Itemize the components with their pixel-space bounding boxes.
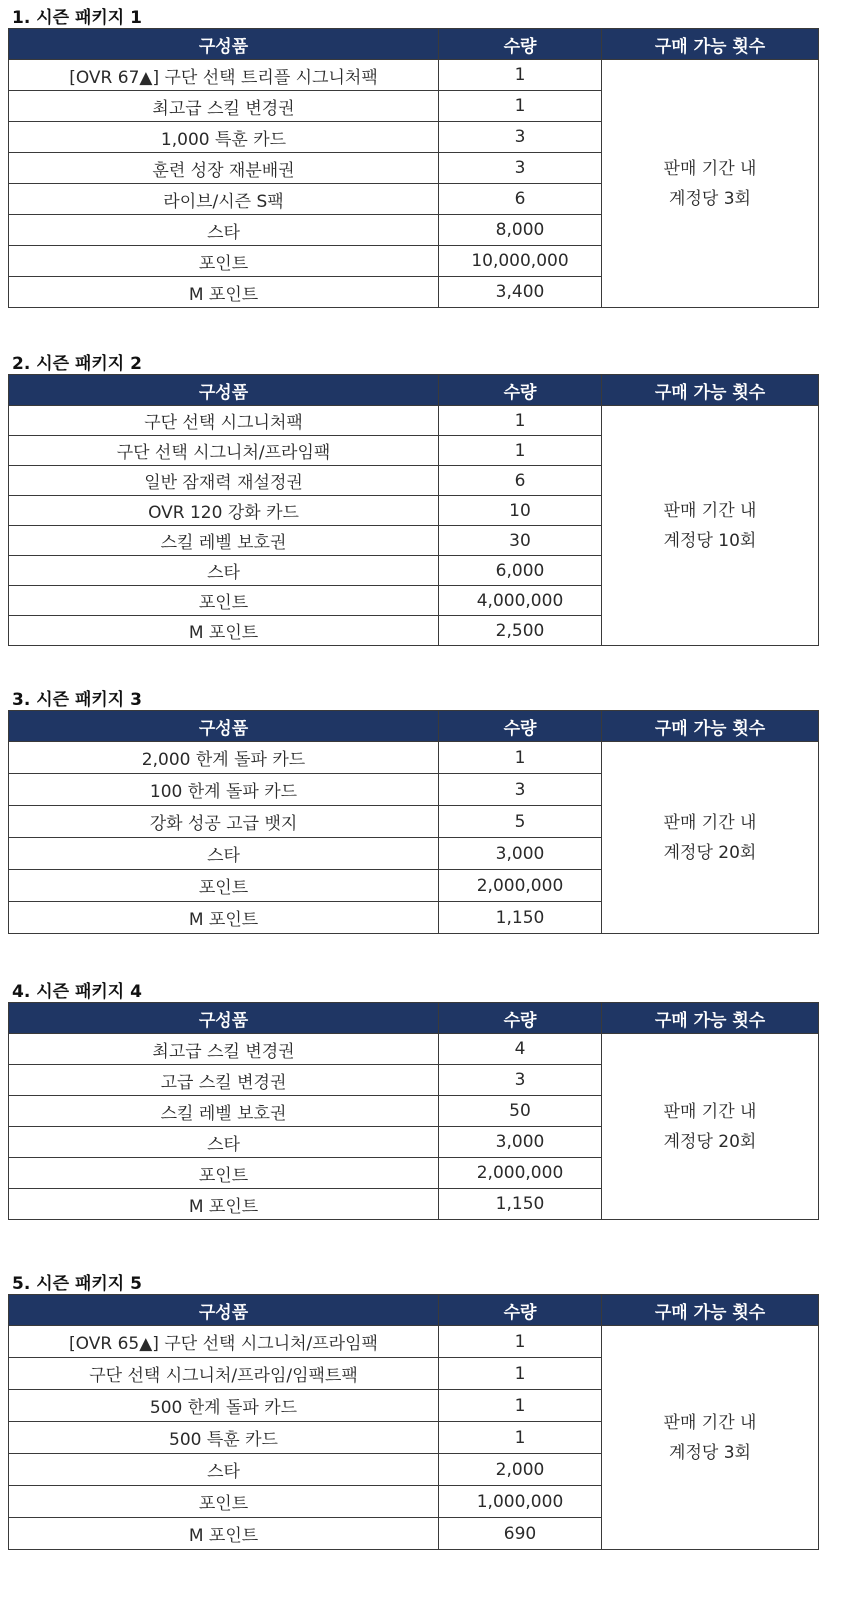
item-cell: 2,000 한계 돌파 카드 [9,742,439,774]
item-cell: 포인트 [9,246,439,277]
header-item: 구성품 [9,1003,439,1034]
package-title: 2. 시즌 패키지 2 [12,354,142,374]
qty-cell: 690 [439,1518,602,1550]
item-cell: 최고급 스킬 변경권 [9,1034,439,1065]
item-cell: [OVR 67▲] 구단 선택 트리플 시그니처팩 [9,60,439,91]
item-cell: 강화 성공 고급 뱃지 [9,806,439,838]
limit-line-2: 계정당 3회 [669,188,751,209]
package-section [8,2,818,308]
item-cell: 100 한계 돌파 카드 [9,774,439,806]
item-cell: 포인트 [9,870,439,902]
item-cell: 스타 [9,215,439,246]
header-qty: 수량 [439,1003,602,1034]
item-cell: 500 한계 돌파 카드 [9,1390,439,1422]
table-row [9,406,819,436]
purchase-limit-cell [602,1034,819,1220]
limit-line-1: 판매 기간 내 [663,500,757,521]
qty-cell: 8,000 [439,215,602,246]
header-limit: 구매 가능 횟수 [602,1295,819,1326]
table-header-row [9,711,819,742]
table-header-row [9,375,819,406]
limit-line-1: 판매 기간 내 [663,1101,757,1122]
item-cell: M 포인트 [9,902,439,934]
qty-cell: 10,000,000 [439,246,602,277]
package-section [8,684,818,934]
item-cell: 훈련 성장 재분배권 [9,153,439,184]
qty-cell: 3 [439,1065,602,1096]
item-cell: 1,000 특훈 카드 [9,122,439,153]
item-cell: M 포인트 [9,1189,439,1220]
limit-line-2: 계정당 3회 [669,1442,751,1463]
limit-line-1: 판매 기간 내 [663,1412,757,1433]
qty-cell: 4 [439,1034,602,1065]
limit-line-2: 계정당 20회 [663,842,757,863]
qty-cell: 3 [439,774,602,806]
header-limit: 구매 가능 횟수 [602,29,819,60]
limit-line-2: 계정당 10회 [663,530,757,551]
table-header-row [9,29,819,60]
item-cell: [OVR 65▲] 구단 선택 시그니처/프라임팩 [9,1326,439,1358]
header-qty: 수량 [439,1295,602,1326]
qty-cell: 1 [439,1358,602,1390]
qty-cell: 3 [439,122,602,153]
qty-cell: 1 [439,406,602,436]
qty-cell: 2,000,000 [439,1158,602,1189]
qty-cell: 5 [439,806,602,838]
item-cell: 구단 선택 시그니처/프라임팩 [9,436,439,466]
item-cell: 고급 스킬 변경권 [9,1065,439,1096]
item-cell: 500 특훈 카드 [9,1422,439,1454]
qty-cell: 1 [439,436,602,466]
table-header-row [9,1003,819,1034]
header-qty: 수량 [439,375,602,406]
table-row [9,742,819,774]
qty-cell: 1,150 [439,1189,602,1220]
purchase-limit-cell [602,406,819,646]
package-table [8,710,819,934]
table-row [9,1034,819,1065]
package-title: 3. 시즌 패키지 3 [12,690,142,710]
header-limit: 구매 가능 횟수 [602,375,819,406]
item-cell: 구단 선택 시그니처/프라임/임팩트팩 [9,1358,439,1390]
package-title: 4. 시즌 패키지 4 [12,982,142,1002]
purchase-limit-cell [602,1326,819,1550]
item-cell: 일반 잠재력 재설정권 [9,466,439,496]
header-qty: 수량 [439,29,602,60]
header-item: 구성품 [9,1295,439,1326]
qty-cell: 1 [439,60,602,91]
qty-cell: 6,000 [439,556,602,586]
item-cell: 스킬 레벨 보호권 [9,1096,439,1127]
item-cell: M 포인트 [9,277,439,308]
limit-line-2: 계정당 20회 [663,1131,757,1152]
header-limit: 구매 가능 횟수 [602,711,819,742]
item-cell: 구단 선택 시그니처팩 [9,406,439,436]
qty-cell: 3 [439,153,602,184]
qty-cell: 3,000 [439,838,602,870]
package-section [8,1268,818,1550]
header-item: 구성품 [9,375,439,406]
item-cell: 포인트 [9,1158,439,1189]
item-cell: 스타 [9,556,439,586]
qty-cell: 3,000 [439,1127,602,1158]
qty-cell: 10 [439,496,602,526]
package-table [8,1294,819,1550]
item-cell: 최고급 스킬 변경권 [9,91,439,122]
package-section [8,976,818,1220]
item-cell: 라이브/시즌 S팩 [9,184,439,215]
limit-line-1: 판매 기간 내 [663,812,757,833]
qty-cell: 1,000,000 [439,1486,602,1518]
header-item: 구성품 [9,29,439,60]
item-cell: 스타 [9,1127,439,1158]
package-table [8,1002,819,1220]
qty-cell: 30 [439,526,602,556]
item-cell: 스타 [9,1454,439,1486]
item-cell: 스타 [9,838,439,870]
qty-cell: 1 [439,742,602,774]
qty-cell: 6 [439,466,602,496]
qty-cell: 2,000 [439,1454,602,1486]
qty-cell: 2,000,000 [439,870,602,902]
package-section [8,348,818,646]
item-cell: M 포인트 [9,616,439,646]
header-limit: 구매 가능 횟수 [602,1003,819,1034]
table-row [9,1326,819,1358]
qty-cell: 1,150 [439,902,602,934]
purchase-limit-cell [602,742,819,934]
purchase-limit-cell [602,60,819,308]
qty-cell: 1 [439,1326,602,1358]
header-qty: 수량 [439,711,602,742]
package-title: 5. 시즌 패키지 5 [12,1274,142,1294]
item-cell: 포인트 [9,586,439,616]
item-cell: 포인트 [9,1486,439,1518]
qty-cell: 3,400 [439,277,602,308]
qty-cell: 1 [439,1422,602,1454]
item-cell: OVR 120 강화 카드 [9,496,439,526]
qty-cell: 6 [439,184,602,215]
qty-cell: 50 [439,1096,602,1127]
package-table [8,28,819,308]
limit-line-1: 판매 기간 내 [663,158,757,179]
header-item: 구성품 [9,711,439,742]
table-header-row [9,1295,819,1326]
package-table [8,374,819,646]
qty-cell: 1 [439,91,602,122]
table-row [9,60,819,91]
item-cell: M 포인트 [9,1518,439,1550]
package-title: 1. 시즌 패키지 1 [12,8,142,28]
qty-cell: 4,000,000 [439,586,602,616]
item-cell: 스킬 레벨 보호권 [9,526,439,556]
qty-cell: 1 [439,1390,602,1422]
qty-cell: 2,500 [439,616,602,646]
